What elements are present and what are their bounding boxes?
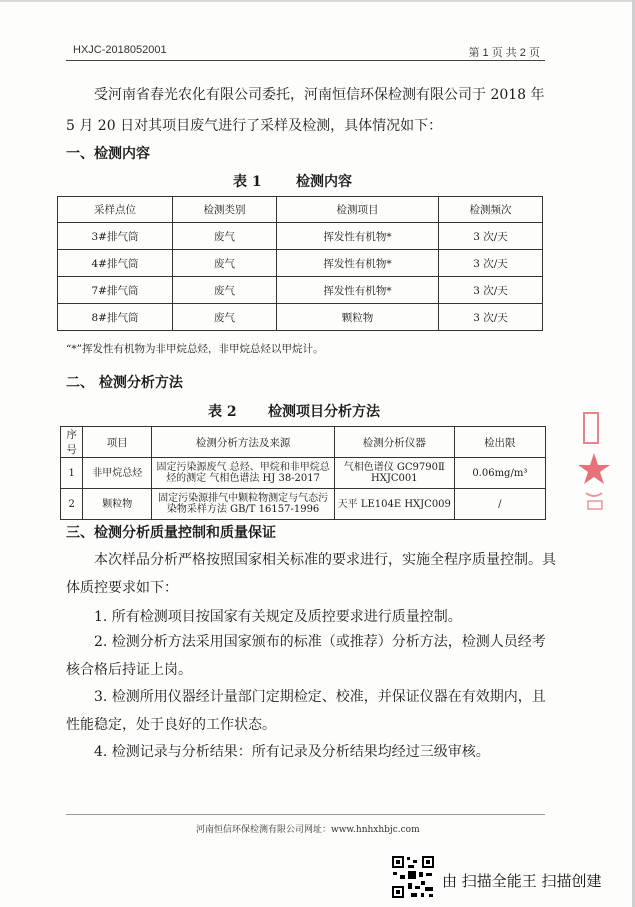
table-cell: 挥发性有机物* — [276, 223, 438, 250]
table-row — [61, 489, 546, 520]
table-cell: 天平 LE104E HXJC009 — [334, 489, 454, 520]
page-info: 第 1 页 共 2 页 — [468, 47, 540, 59]
table2-caption-no: 表 2 — [208, 404, 237, 420]
page-edge-top — [0, 0, 635, 2]
table-cell: 固定污染源排气中颗粒物测定与气态污染物采样方法 GB/T 16157-1996 — [152, 489, 335, 520]
table-row — [58, 277, 543, 304]
table-cell: 废气 — [173, 277, 277, 304]
table-cell: 8#排气筒 — [58, 304, 173, 331]
table-cell: 气相色谱仪 GC9790Ⅱ HXJC001 — [334, 458, 454, 489]
table-cell: 废气 — [173, 304, 277, 331]
table2-header-cell: 项目 — [83, 427, 152, 458]
footer-website: 河南恒信环保检测有限公司网址：www.hnhxhbjc.com — [196, 825, 420, 835]
table2-header-cell: 序号 — [61, 427, 83, 458]
table1-header-cell: 检测频次 — [439, 197, 543, 223]
header-rule — [66, 60, 545, 61]
table-cell: 0.06mg/m³ — [454, 458, 545, 489]
table-cell: 4#排气筒 — [58, 250, 173, 277]
table-cell: 3 次/天 — [439, 250, 543, 277]
table1-header-row — [58, 197, 543, 223]
doc-number: HXJC-2018052001 — [73, 44, 167, 56]
table-row — [58, 304, 543, 331]
table2-analysis-methods — [60, 426, 546, 520]
table2-caption-title: 检测项目分析方法 — [268, 404, 380, 420]
qc-item-2: 2. 检测分析方法采用国家颁布的标准（或推荐）分析方法，检测人员经考核合格后持证上岗。 — [66, 634, 546, 678]
table-row — [58, 223, 543, 250]
table1-header-cell: 采样点位 — [58, 197, 173, 223]
table1-detection-content — [57, 196, 543, 331]
table2-header-cell: 检出限 — [454, 427, 545, 458]
table-cell: 废气 — [173, 250, 277, 277]
table-cell: 3 次/天 — [439, 277, 543, 304]
intro-paragraph: 受河南省春光农化有限公司委托，河南恒信环保检测有限公司于 2018 年 5 月 20 日对其项目废气进行了采样及检测，具体情况如下： — [66, 87, 545, 134]
table-cell: 3 次/天 — [439, 223, 543, 250]
table2-header-row — [61, 427, 546, 458]
table2-header-cell: 检测分析仪器 — [334, 427, 454, 458]
table-cell: 废气 — [173, 223, 277, 250]
table2-header-cell: 检测分析方法及来源 — [152, 427, 335, 458]
table-cell: 颗粒物 — [276, 304, 438, 331]
table-cell: 颗粒物 — [83, 489, 152, 520]
section2-title: 二、 检测分析方法 — [66, 375, 183, 391]
table1-header-cell: 检测项目 — [276, 197, 438, 223]
table-cell: 固定污染源废气 总烃、甲烷和非甲烷总烃的测定 气相色谱法 HJ 38-2017 — [152, 458, 335, 489]
qc-item-1: 1. 所有检测项目按国家有关规定及质控要求进行质量控制。 — [94, 609, 462, 625]
table-cell: 非甲烷总烃 — [83, 458, 152, 489]
seal-stamp-partial — [572, 405, 612, 525]
table-row — [61, 458, 546, 489]
section3-title: 三、检测分析质量控制和质量保证 — [66, 525, 276, 541]
qc-intro: 本次样品分析严格按照国家相关标准的要求进行，实施全程序质量控制。具体质控要求如下： — [66, 552, 556, 596]
table-cell: 7#排气筒 — [58, 277, 173, 304]
table-cell: 2 — [61, 489, 83, 520]
table1-caption-title: 检测内容 — [296, 174, 352, 190]
table1-header-cell: 检测类别 — [173, 197, 277, 223]
table-cell: 挥发性有机物* — [276, 277, 438, 304]
scanner-watermark: 由 扫描全能王 扫描创建 — [442, 872, 602, 890]
section1-title: 一、检测内容 — [66, 146, 150, 162]
table1-caption-no: 表 1 — [233, 174, 262, 190]
table-cell: 1 — [61, 458, 83, 489]
qc-item-3: 3. 检测所用仪器经计量部门定期检定、校准，并保证仪器在有效期内，且性能稳定，处于良好的工作状态。 — [66, 689, 546, 733]
table-cell: 挥发性有机物* — [276, 250, 438, 277]
footer-rule — [66, 814, 545, 815]
table-row — [58, 250, 543, 277]
table-cell: / — [454, 489, 545, 520]
qr-code-icon — [391, 855, 435, 899]
table-cell: 3 次/天 — [439, 304, 543, 331]
table-cell: 3#排气筒 — [58, 223, 173, 250]
table1-note: “*”挥发性有机物为非甲烷总烃，非甲烷总烃以甲烷计。 — [66, 343, 324, 355]
qc-item-4: 4. 检测记录与分析结果：所有记录及分析结果均经过三级审核。 — [94, 744, 490, 760]
